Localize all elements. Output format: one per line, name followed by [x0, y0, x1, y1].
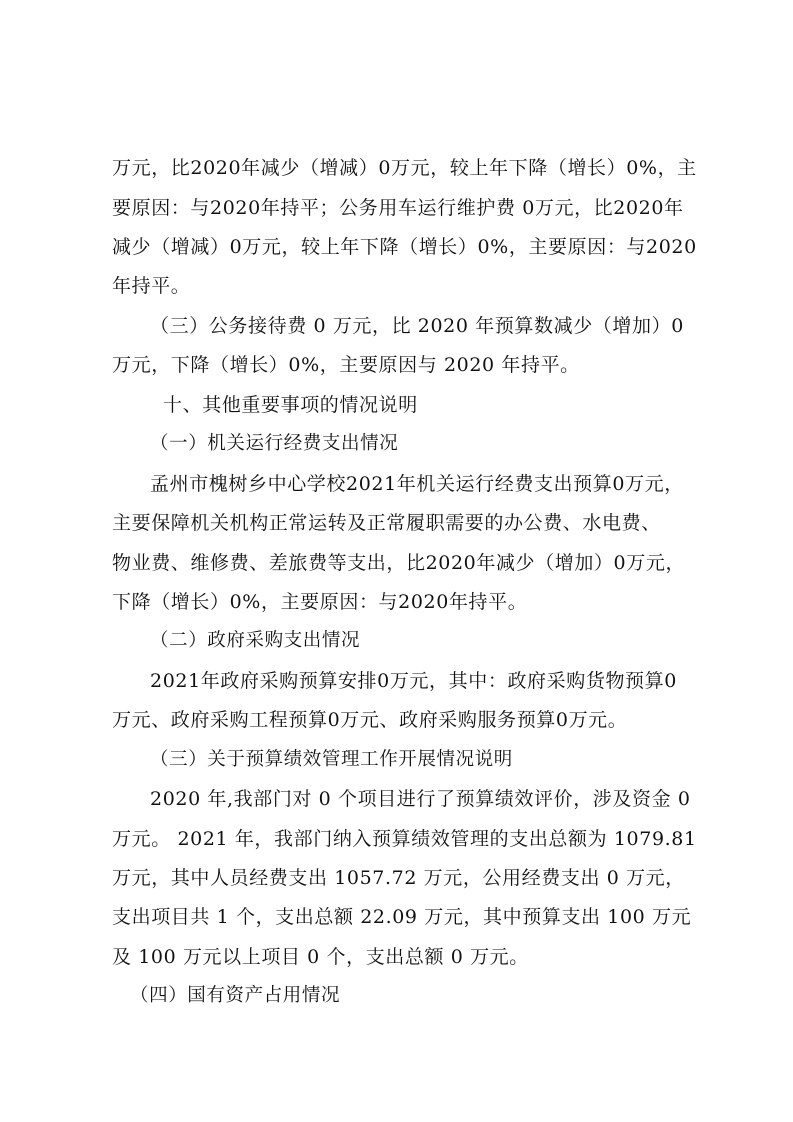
- para-vehicle-line-1: 万元，比2020年减少（增减）0万元，较上年下降（增长）0%，主: [112, 157, 697, 179]
- para-vehicle-line-3: 减少（增减）0万元，较上年下降（增长）0%，主要原因：与2020: [112, 236, 697, 258]
- para-performance-line-3: 万元，其中人员经费支出 1057.72 万元，公用经费支出 0 万元，: [112, 867, 685, 889]
- para-performance-line-5: 及 100 万元以上项目 0 个，支出总额 0 万元。: [112, 946, 529, 968]
- para-performance-line-1: 2020 年,我部门对 0 个项目进行了预算绩效评价，涉及资金 0: [150, 788, 691, 810]
- subheading-procurement: （二）政府采购支出情况: [150, 630, 361, 651]
- subheading-operating-expenses: （一）机关运行经费支出情况: [150, 433, 399, 454]
- para-vehicle-line-4: 年持平。: [112, 275, 191, 297]
- para-operating-line-2: 主要保障机关机构正常运转及正常履职需要的办公费、水电费、: [112, 512, 661, 534]
- para-operating-line-1: 孟州市槐树乡中心学校2021年机关运行经费支出预算0万元，: [150, 473, 684, 495]
- para-procurement-line-1: 2021年政府采购预算安排0万元，其中：政府采购货物预算0: [150, 670, 677, 692]
- para-performance-line-2: 万元。 2021 年，我部门纳入预算绩效管理的支出总额为 1079.81: [112, 828, 697, 850]
- para-vehicle-line-2: 要原因：与2020年持平；公务用车运行维护费 0万元，比2020年: [112, 197, 684, 219]
- para-reception-line-1: （三）公务接待费 0 万元，比 2020 年预算数减少（增加）0: [150, 315, 684, 337]
- para-operating-line-3: 物业费、维修费、差旅费等支出，比2020年减少（增加）0万元，: [112, 552, 686, 574]
- para-performance-line-4: 支出项目共 1 个，支出总额 22.09 万元，其中预算支出 100 万元: [112, 906, 692, 928]
- section-heading-ten: 十、其他重要事项的情况说明: [163, 394, 418, 416]
- para-operating-line-4: 下降（增长）0%，主要原因：与2020年持平。: [112, 591, 528, 613]
- para-procurement-line-2: 万元、政府采购工程预算0万元、政府采购服务预算0万元。: [112, 709, 628, 731]
- para-reception-line-2: 万元，下降（增长）0%，主要原因与 2020 年持平。: [112, 354, 580, 376]
- subheading-state-assets: （四）国有资产占用情况: [130, 985, 341, 1006]
- subheading-performance: （三）关于预算绩效管理工作开展情况说明: [150, 749, 513, 770]
